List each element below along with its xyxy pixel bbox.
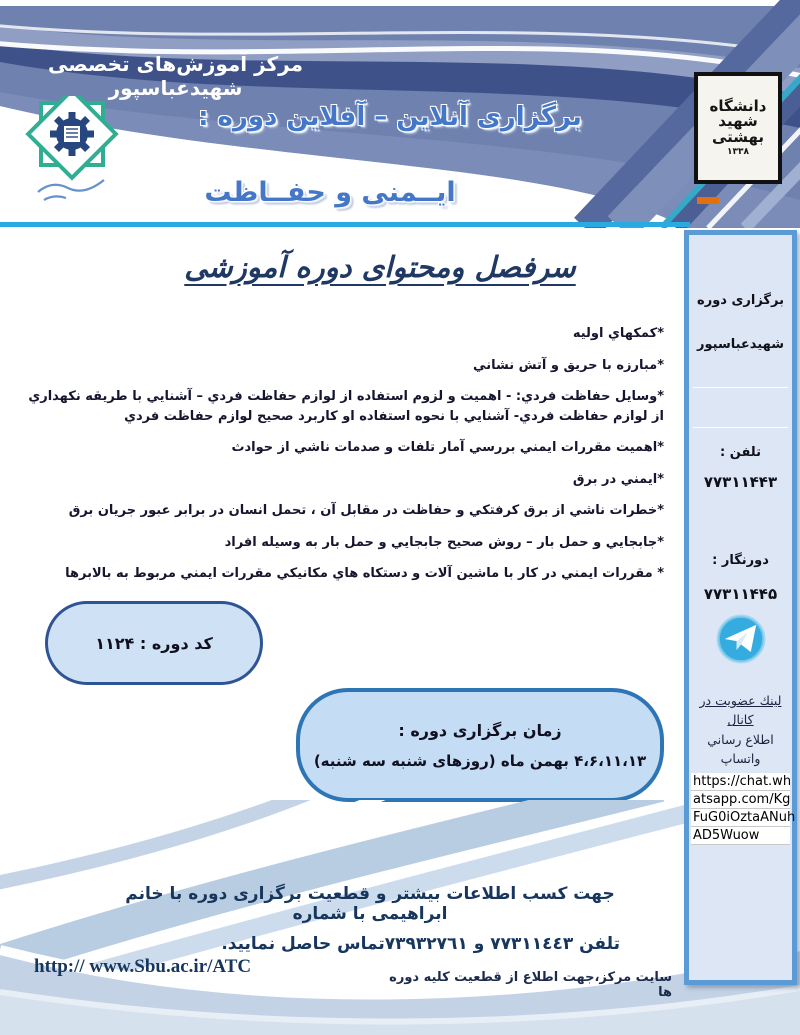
university-logo-year: ۱۳۳۸ [727, 146, 749, 157]
cyan-divider-line [0, 222, 690, 227]
topic-item: *خطرات ناشي از برق كرفتكي و حفاظت در مقابل آن ، تحمل انسان در برابر عبور جريان برق [68, 503, 664, 518]
contact-info-line2: تلفن ٧٧٣١١٤٤٣ و ٧٣٩٣٢٧٦١تماس حاصل نماييد. [221, 934, 620, 954]
sidebar-phone-label: تلفن : [720, 445, 761, 460]
university-logo-line2: شهید [718, 112, 758, 131]
training-center-emblem-icon [20, 96, 124, 214]
topic-item: *مبارزه با حريق و آتش نشاني [473, 357, 664, 373]
topic-item: *كمكهاي اوليه [572, 326, 664, 341]
contact-info-line1: جهت كسب اطلاعات بيشتر و قطعيت برگزاری دوره با خانم ابراهيمی با شماره [125, 884, 615, 924]
whatsapp-link-line[interactable]: AD5Wuow [691, 827, 790, 845]
info-sidebar [684, 230, 797, 985]
university-logo-line3: بهشتی [711, 128, 765, 147]
topic-item: *اهميت مقررات ايمني بررسي آمار تلفات و صدمات ناشي از حوادث [231, 440, 664, 455]
telegram-icon[interactable] [715, 613, 767, 665]
channel-line: اطلاع رساني [707, 731, 774, 747]
whatsapp-link-line[interactable]: FuG0iOztaANuh [693, 810, 796, 825]
sidebar-fax-number: ۷۷۳۱۱۴۴۵ [703, 585, 778, 603]
schedule-label: زمان برگزاری دوره : [398, 720, 562, 740]
sidebar-org-line2: شهیدعباسپور [697, 337, 784, 352]
whatsapp-link-line[interactable]: https://chat.wh [693, 774, 792, 789]
course-name-title: ایــمنی و حفــاظت [204, 177, 456, 208]
sidebar-org-line1: برگزاری دوره [697, 293, 784, 308]
whatsapp-link-line[interactable]: atsapp.com/Kg [693, 792, 791, 807]
university-logo [694, 72, 782, 184]
sidebar-divider [693, 427, 788, 428]
sidebar-divider [693, 387, 788, 388]
channel-line: واتساپ [720, 751, 761, 767]
org-title: مرکز آموزش‌های تخصصی شهیدعباسپور [48, 52, 303, 100]
channel-membership-text [692, 691, 789, 769]
schedule-badge [296, 688, 664, 802]
center-website-link[interactable]: http:// www.Sbu.ac.ir/ATC [34, 956, 252, 977]
topics-list [26, 324, 664, 596]
channel-line: كانال [727, 712, 754, 728]
sidebar-fax-label: دورنگار : [712, 553, 769, 568]
course-code-badge [45, 601, 263, 685]
course-code-text: كد دوره : ۱۱۲۴ [95, 633, 213, 653]
university-logo-line1: دانشگاه [709, 96, 767, 115]
topic-item: * مقررات ايمني در كار با ماشين آلات و دستكاه هاي مكانيكي مقررات ايمني مربوط به بالابرها [65, 566, 664, 581]
syllabus-title: سرفصل ومحتوای دوره آموزشی [184, 250, 576, 284]
orange-dash-decoration [697, 197, 719, 204]
course-mode-title: برگزاری آنلاین – آفلاین دوره : [198, 102, 582, 132]
channel-line: لینك عضویت در [699, 693, 782, 708]
schedule-dates: ۴،۶،۱۱،۱۳ بهمن ماه (روزهای شنبه سه شنبه) [313, 751, 647, 770]
topic-item: *جابجايي و حمل بار – روش صحيح جابجايي و حمل بار به وسيله افراد [224, 534, 664, 550]
whatsapp-link[interactable] [691, 773, 796, 845]
sidebar-phone-number: ۷۷۳۱۱۴۴۳ [703, 473, 778, 491]
site-note: سايت مركز،جهت اطلاع از قطعيت كليه دوره ها [389, 970, 672, 1000]
topic-item: *وسايل حفاظت فردي: - اهميت و لزوم استفاده از لوازم حفاظت فردي – آشنايي با طريقه نكهداري از لوازم حفاظت فردي- آشنايي با نحوه استفاده او كاربرد صحيح لوازم حفاظت فردي [28, 389, 664, 424]
topic-item: *ايمني در برق [572, 471, 664, 487]
